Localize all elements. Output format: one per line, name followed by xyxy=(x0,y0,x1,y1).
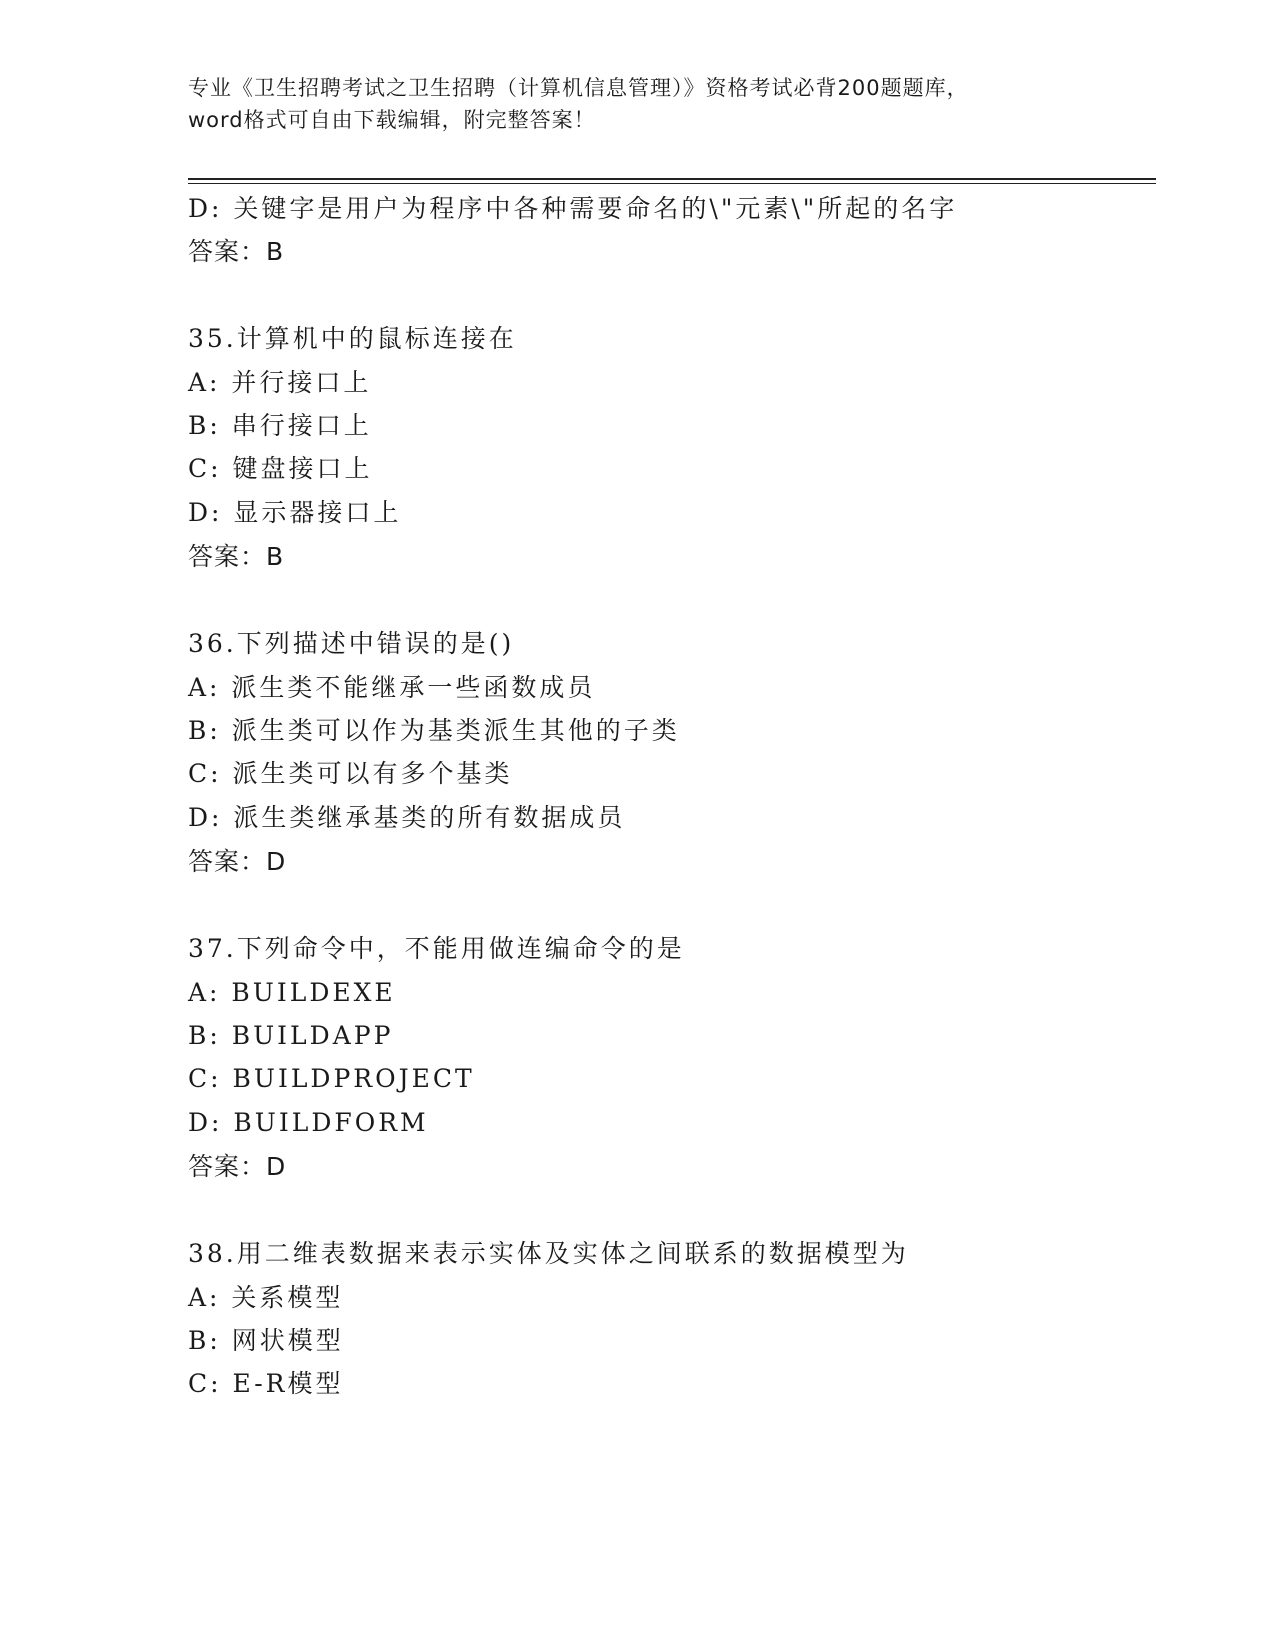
q38-option-b: B: 网状模型 xyxy=(188,1326,344,1355)
q35-option-c: C: 键盘接口上 xyxy=(188,454,373,483)
header-subtitle-line: word格式可自由下载编辑，附完整答案！ xyxy=(188,108,596,132)
q36-option-a: A: 派生类不能继承一些函数成员 xyxy=(188,673,596,702)
header-divider-thick xyxy=(188,178,1156,180)
q35-question: 35.计算机中的鼠标连接在 xyxy=(188,324,517,353)
header-divider-thin xyxy=(188,183,1156,184)
q34-option-d: D: 关键字是用户为程序中各种需要命名的\"元素\"所起的名字 xyxy=(188,194,958,223)
q35-option-d: D: 显示器接口上 xyxy=(188,498,402,527)
q37-option-b: B: BUILDAPP xyxy=(188,1021,394,1050)
q37-option-a: A: BUILDEXE xyxy=(188,978,396,1007)
q35-answer: 答案：B xyxy=(188,542,285,571)
q35-option-a: A: 并行接口上 xyxy=(188,368,372,397)
q36-question: 36.下列描述中错误的是() xyxy=(188,629,515,658)
q37-question: 37.下列命令中，不能用做连编命令的是 xyxy=(188,934,685,963)
q34-answer: 答案：B xyxy=(188,237,285,266)
q36-option-c: C: 派生类可以有多个基类 xyxy=(188,759,513,788)
q36-option-b: B: 派生类可以作为基类派生其他的子类 xyxy=(188,716,680,745)
header-title-line: 专业《卫生招聘考试之卫生招聘（计算机信息管理）》资格考试必背200题题库， xyxy=(188,76,969,100)
q35-option-b: B: 串行接口上 xyxy=(188,411,372,440)
q38-question: 38.用二维表数据来表示实体及实体之间联系的数据模型为 xyxy=(188,1239,909,1268)
q36-answer: 答案：D xyxy=(188,847,287,876)
document-header xyxy=(188,72,1088,136)
q37-answer: 答案：D xyxy=(188,1152,287,1181)
q38-option-c: C: E-R模型 xyxy=(188,1369,344,1398)
q38-option-a: A: 关系模型 xyxy=(188,1283,344,1312)
q37-option-c: C: BUILDPROJECT xyxy=(188,1064,475,1093)
q37-option-d: D: BUILDFORM xyxy=(188,1108,429,1137)
q36-option-d: D: 派生类继承基类的所有数据成员 xyxy=(188,803,626,832)
